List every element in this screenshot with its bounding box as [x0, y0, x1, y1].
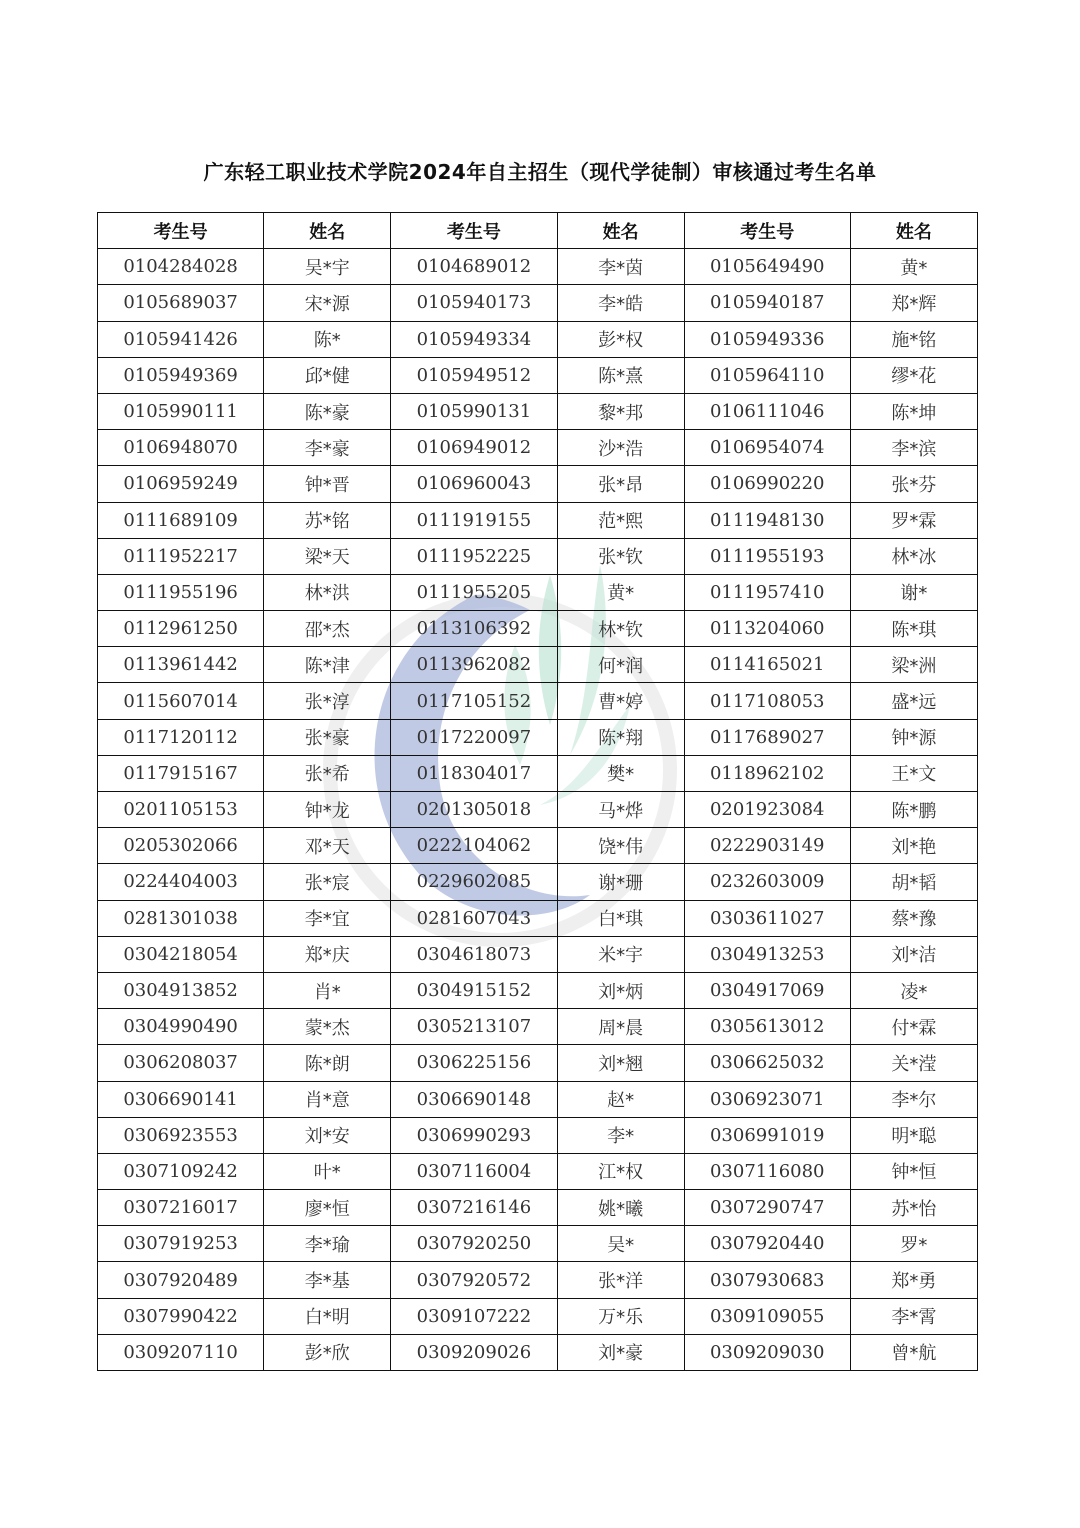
exam-number-cell: 0304990490: [98, 1009, 264, 1045]
exam-number-cell: 0304913852: [98, 972, 264, 1008]
exam-number-cell: 0309107222: [391, 1298, 557, 1334]
student-name-cell: 叶*: [264, 1153, 391, 1189]
table-row: [98, 792, 978, 828]
student-name-cell: 李*滨: [850, 430, 977, 466]
exam-number-cell: 0281607043: [391, 900, 557, 936]
student-name-cell: 张*洋: [557, 1262, 684, 1298]
exam-number-cell: 0306690141: [98, 1081, 264, 1117]
table-row: [98, 1045, 978, 1081]
student-name-cell: 陈*豪: [264, 393, 391, 429]
exam-number-cell: 0307919253: [98, 1226, 264, 1262]
table-row: [98, 1153, 978, 1189]
table-row: [98, 285, 978, 321]
student-name-cell: 何*润: [557, 647, 684, 683]
student-name-cell: 吴*: [557, 1226, 684, 1262]
exam-number-cell: 0117105152: [391, 683, 557, 719]
student-name-cell: 谢*: [850, 574, 977, 610]
student-name-cell: 李*霄: [850, 1298, 977, 1334]
exam-number-cell: 0305613012: [684, 1009, 850, 1045]
student-name-cell: 黄*: [557, 574, 684, 610]
exam-number-cell: 0281301038: [98, 900, 264, 936]
table-row: [98, 936, 978, 972]
student-name-cell: 陈*: [264, 321, 391, 357]
student-name-cell: 蔡*豫: [850, 900, 977, 936]
student-name-cell: 米*宇: [557, 936, 684, 972]
exam-number-cell: 0113961442: [98, 647, 264, 683]
student-name-cell: 张*钦: [557, 538, 684, 574]
exam-number-cell: 0113106392: [391, 611, 557, 647]
student-name-cell: 罗*霖: [850, 502, 977, 538]
student-name-cell: 苏*铭: [264, 502, 391, 538]
exam-number-cell: 0118962102: [684, 755, 850, 791]
exam-number-cell: 0105964110: [684, 357, 850, 393]
exam-number-cell: 0224404003: [98, 864, 264, 900]
exam-number-cell: 0309209026: [391, 1334, 557, 1370]
table-body: [98, 249, 978, 1371]
table-row: [98, 1262, 978, 1298]
table-row: [98, 1226, 978, 1262]
exam-number-cell: 0222104062: [391, 828, 557, 864]
student-name-cell: 邵*杰: [264, 611, 391, 647]
student-name-cell: 李*豪: [264, 430, 391, 466]
table-row: [98, 864, 978, 900]
exam-number-cell: 0306690148: [391, 1081, 557, 1117]
column-header-exam-number: 考生号: [684, 213, 850, 249]
exam-number-cell: 0106990220: [684, 466, 850, 502]
exam-number-cell: 0117689027: [684, 719, 850, 755]
exam-number-cell: 0307920572: [391, 1262, 557, 1298]
student-name-cell: 赵*: [557, 1081, 684, 1117]
student-name-cell: 张*昂: [557, 466, 684, 502]
table-row: [98, 755, 978, 791]
student-name-cell: 彭*欣: [264, 1334, 391, 1370]
student-name-cell: 刘*炳: [557, 972, 684, 1008]
column-header-exam-number: 考生号: [98, 213, 264, 249]
exam-number-cell: 0111952225: [391, 538, 557, 574]
exam-number-cell: 0305213107: [391, 1009, 557, 1045]
exam-number-cell: 0309109055: [684, 1298, 850, 1334]
student-name-cell: 刘*翘: [557, 1045, 684, 1081]
exam-number-cell: 0201305018: [391, 792, 557, 828]
student-name-cell: 蒙*杰: [264, 1009, 391, 1045]
exam-number-cell: 0201923084: [684, 792, 850, 828]
exam-number-cell: 0106948070: [98, 430, 264, 466]
student-name-cell: 万*乐: [557, 1298, 684, 1334]
exam-number-cell: 0111689109: [98, 502, 264, 538]
exam-number-cell: 0304917069: [684, 972, 850, 1008]
student-name-cell: 张*豪: [264, 719, 391, 755]
exam-number-cell: 0105941426: [98, 321, 264, 357]
student-name-cell: 沙*浩: [557, 430, 684, 466]
student-name-cell: 张*芬: [850, 466, 977, 502]
student-name-cell: 白*明: [264, 1298, 391, 1334]
column-header-name: 姓名: [264, 213, 391, 249]
student-name-cell: 饶*伟: [557, 828, 684, 864]
student-name-cell: 肖*: [264, 972, 391, 1008]
student-name-cell: 张*宸: [264, 864, 391, 900]
student-name-cell: 陈*琪: [850, 611, 977, 647]
exam-number-cell: 0307116080: [684, 1153, 850, 1189]
student-name-cell: 周*晨: [557, 1009, 684, 1045]
exam-number-cell: 0105949336: [684, 321, 850, 357]
exam-number-cell: 0117108053: [684, 683, 850, 719]
student-name-cell: 钟*源: [850, 719, 977, 755]
student-name-cell: 马*烨: [557, 792, 684, 828]
column-header-name: 姓名: [557, 213, 684, 249]
exam-number-cell: 0222903149: [684, 828, 850, 864]
student-name-cell: 樊*: [557, 755, 684, 791]
exam-number-cell: 0113962082: [391, 647, 557, 683]
exam-number-cell: 0304618073: [391, 936, 557, 972]
student-name-cell: 林*洪: [264, 574, 391, 610]
table-row: [98, 1081, 978, 1117]
table-row: [98, 1334, 978, 1370]
table-row: [98, 683, 978, 719]
exam-number-cell: 0201105153: [98, 792, 264, 828]
table-row: [98, 1009, 978, 1045]
student-name-cell: 肖*意: [264, 1081, 391, 1117]
student-name-cell: 邱*健: [264, 357, 391, 393]
student-name-cell: 李*宜: [264, 900, 391, 936]
exam-number-cell: 0106960043: [391, 466, 557, 502]
table-row: [98, 357, 978, 393]
student-name-cell: 江*权: [557, 1153, 684, 1189]
student-name-cell: 吴*宇: [264, 249, 391, 285]
exam-number-cell: 0111948130: [684, 502, 850, 538]
exam-number-cell: 0307290747: [684, 1190, 850, 1226]
exam-number-cell: 0118304017: [391, 755, 557, 791]
student-name-cell: 刘*安: [264, 1117, 391, 1153]
student-name-cell: 姚*曦: [557, 1190, 684, 1226]
student-name-cell: 廖*恒: [264, 1190, 391, 1226]
student-name-cell: 陈*津: [264, 647, 391, 683]
student-name-cell: 黄*: [850, 249, 977, 285]
exam-number-cell: 0304218054: [98, 936, 264, 972]
table-row: [98, 828, 978, 864]
column-header-name: 姓名: [850, 213, 977, 249]
student-name-cell: 付*霖: [850, 1009, 977, 1045]
exam-number-cell: 0113204060: [684, 611, 850, 647]
table-row: [98, 611, 978, 647]
table-row: [98, 321, 978, 357]
student-name-cell: 陈*翔: [557, 719, 684, 755]
student-name-cell: 梁*天: [264, 538, 391, 574]
exam-number-cell: 0106959249: [98, 466, 264, 502]
table-row: [98, 900, 978, 936]
exam-number-cell: 0304913253: [684, 936, 850, 972]
student-name-cell: 苏*怡: [850, 1190, 977, 1226]
exam-number-cell: 0106949012: [391, 430, 557, 466]
student-name-cell: 李*: [557, 1117, 684, 1153]
student-name-cell: 凌*: [850, 972, 977, 1008]
exam-number-cell: 0117915167: [98, 755, 264, 791]
exam-number-cell: 0111955205: [391, 574, 557, 610]
student-name-cell: 邓*天: [264, 828, 391, 864]
table-row: [98, 1190, 978, 1226]
table-row: [98, 574, 978, 610]
table-row: [98, 972, 978, 1008]
exam-number-cell: 0205302066: [98, 828, 264, 864]
exam-number-cell: 0307920489: [98, 1262, 264, 1298]
student-name-cell: 郑*辉: [850, 285, 977, 321]
student-name-cell: 曹*婷: [557, 683, 684, 719]
student-name-cell: 李*瑜: [264, 1226, 391, 1262]
exam-number-cell: 0229602085: [391, 864, 557, 900]
exam-number-cell: 0306208037: [98, 1045, 264, 1081]
student-name-cell: 钟*恒: [850, 1153, 977, 1189]
table-row: [98, 393, 978, 429]
exam-number-cell: 0105949369: [98, 357, 264, 393]
student-name-cell: 张*淳: [264, 683, 391, 719]
exam-number-cell: 0306625032: [684, 1045, 850, 1081]
exam-number-cell: 0105990111: [98, 393, 264, 429]
exam-number-cell: 0105649490: [684, 249, 850, 285]
table-row: [98, 1117, 978, 1153]
student-name-cell: 李*皓: [557, 285, 684, 321]
exam-number-cell: 0105940173: [391, 285, 557, 321]
student-name-cell: 明*聪: [850, 1117, 977, 1153]
exam-number-cell: 0106111046: [684, 393, 850, 429]
table-row: [98, 430, 978, 466]
exam-number-cell: 0105940187: [684, 285, 850, 321]
student-name-cell: 李*尔: [850, 1081, 977, 1117]
table-row: [98, 538, 978, 574]
exam-number-cell: 0306991019: [684, 1117, 850, 1153]
exam-number-cell: 0306990293: [391, 1117, 557, 1153]
student-name-cell: 缪*花: [850, 357, 977, 393]
table-row: [98, 249, 978, 285]
student-name-cell: 陈*坤: [850, 393, 977, 429]
exam-number-cell: 0307920440: [684, 1226, 850, 1262]
exam-number-cell: 0304915152: [391, 972, 557, 1008]
student-name-cell: 黎*邦: [557, 393, 684, 429]
exam-number-cell: 0306225156: [391, 1045, 557, 1081]
exam-number-cell: 0111957410: [684, 574, 850, 610]
student-name-cell: 刘*艳: [850, 828, 977, 864]
student-name-cell: 刘*豪: [557, 1334, 684, 1370]
student-name-cell: 陈*朗: [264, 1045, 391, 1081]
student-name-cell: 钟*晋: [264, 466, 391, 502]
student-name-cell: 罗*: [850, 1226, 977, 1262]
student-name-cell: 梁*洲: [850, 647, 977, 683]
exam-number-cell: 0306923553: [98, 1117, 264, 1153]
student-name-cell: 郑*庆: [264, 936, 391, 972]
exam-number-cell: 0112961250: [98, 611, 264, 647]
student-name-cell: 宋*源: [264, 285, 391, 321]
student-name-cell: 彭*权: [557, 321, 684, 357]
student-name-cell: 张*希: [264, 755, 391, 791]
exam-number-cell: 0105689037: [98, 285, 264, 321]
exam-number-cell: 0307109242: [98, 1153, 264, 1189]
exam-number-cell: 0104284028: [98, 249, 264, 285]
student-name-cell: 胡*韬: [850, 864, 977, 900]
student-name-cell: 施*铭: [850, 321, 977, 357]
student-name-cell: 郑*勇: [850, 1262, 977, 1298]
student-name-cell: 林*冰: [850, 538, 977, 574]
table-row: [98, 1298, 978, 1334]
exam-number-cell: 0105949512: [391, 357, 557, 393]
student-name-cell: 李*基: [264, 1262, 391, 1298]
exam-number-cell: 0115607014: [98, 683, 264, 719]
exam-number-cell: 0111919155: [391, 502, 557, 538]
student-name-cell: 盛*远: [850, 683, 977, 719]
student-name-cell: 陈*鹏: [850, 792, 977, 828]
student-name-cell: 王*文: [850, 755, 977, 791]
student-name-cell: 曾*航: [850, 1334, 977, 1370]
exam-number-cell: 0307920250: [391, 1226, 557, 1262]
table-row: [98, 719, 978, 755]
exam-number-cell: 0111952217: [98, 538, 264, 574]
exam-number-cell: 0307216017: [98, 1190, 264, 1226]
exam-number-cell: 0306923071: [684, 1081, 850, 1117]
exam-number-cell: 0106954074: [684, 430, 850, 466]
exam-number-cell: 0105990131: [391, 393, 557, 429]
exam-number-cell: 0307216146: [391, 1190, 557, 1226]
student-name-cell: 谢*珊: [557, 864, 684, 900]
exam-number-cell: 0309209030: [684, 1334, 850, 1370]
admission-roster-table: [97, 212, 978, 1371]
exam-number-cell: 0303611027: [684, 900, 850, 936]
table-row: [98, 466, 978, 502]
exam-number-cell: 0117220097: [391, 719, 557, 755]
exam-number-cell: 0105949334: [391, 321, 557, 357]
exam-number-cell: 0117120112: [98, 719, 264, 755]
student-name-cell: 关*滢: [850, 1045, 977, 1081]
student-name-cell: 林*钦: [557, 611, 684, 647]
exam-number-cell: 0307116004: [391, 1153, 557, 1189]
exam-number-cell: 0307990422: [98, 1298, 264, 1334]
student-name-cell: 白*琪: [557, 900, 684, 936]
exam-number-cell: 0111955193: [684, 538, 850, 574]
exam-number-cell: 0307930683: [684, 1262, 850, 1298]
table-header-row: [98, 213, 978, 249]
exam-number-cell: 0309207110: [98, 1334, 264, 1370]
exam-number-cell: 0232603009: [684, 864, 850, 900]
page-title: 广东轻工职业技术学院2024年自主招生（现代学徒制）审核通过考生名单: [203, 160, 877, 184]
column-header-exam-number: 考生号: [391, 213, 557, 249]
student-name-cell: 刘*洁: [850, 936, 977, 972]
student-name-cell: 钟*龙: [264, 792, 391, 828]
table-row: [98, 502, 978, 538]
exam-number-cell: 0114165021: [684, 647, 850, 683]
student-name-cell: 范*熙: [557, 502, 684, 538]
exam-number-cell: 0104689012: [391, 249, 557, 285]
table-row: [98, 647, 978, 683]
exam-number-cell: 0111955196: [98, 574, 264, 610]
student-name-cell: 李*茵: [557, 249, 684, 285]
student-name-cell: 陈*熹: [557, 357, 684, 393]
